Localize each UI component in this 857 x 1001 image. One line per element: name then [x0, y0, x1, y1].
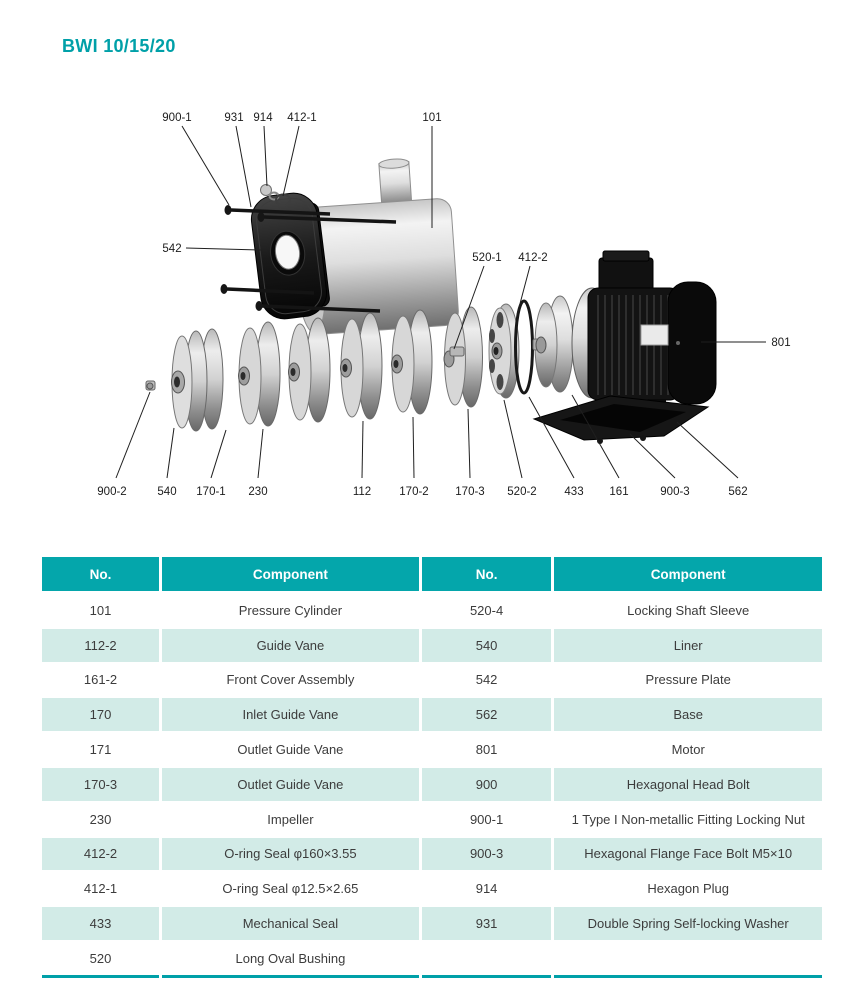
component-cell: Hexagonal Head Bolt	[553, 767, 822, 802]
table-row	[42, 593, 822, 628]
callout-label-161: 161	[609, 486, 629, 498]
column-header: No.	[42, 557, 161, 593]
part-no-cell: 900-1	[420, 802, 553, 837]
callout-label-540: 540	[157, 486, 177, 498]
callout-line-170-1	[211, 430, 226, 478]
part-no-cell: 170	[42, 697, 161, 732]
callout-label-412-2: 412-2	[518, 252, 548, 264]
callout-label-170-1: 170-1	[196, 486, 226, 498]
callout-line-542	[186, 248, 262, 250]
callout-line-914	[264, 126, 267, 186]
part-no-cell: 412-1	[42, 871, 161, 906]
callout-line-931	[236, 126, 251, 207]
callout-label-112: 112	[352, 486, 372, 498]
callout-label-914: 914	[253, 112, 273, 124]
component-cell: Long Oval Bushing	[161, 941, 421, 976]
part-no-cell: 101	[42, 593, 161, 628]
callout-label-542: 542	[162, 243, 182, 255]
part-no-cell: 562	[420, 697, 553, 732]
callout-line-540	[167, 428, 174, 478]
part-no-cell: 540	[420, 628, 553, 663]
part-no-cell: 914	[420, 871, 553, 906]
component-cell: O-ring Seal φ12.5×2.65	[161, 871, 421, 906]
component-cell: Outlet Guide Vane	[161, 767, 421, 802]
column-header: Component	[553, 557, 822, 593]
component-cell: Mechanical Seal	[161, 906, 421, 941]
component-cell: Pressure Cylinder	[161, 593, 421, 628]
part-no-cell	[420, 941, 553, 976]
part-no-cell: 520	[42, 941, 161, 976]
component-cell: Locking Shaft Sleeve	[553, 593, 822, 628]
callout-label-520-1: 520-1	[472, 252, 502, 264]
part-no-cell: 900	[420, 767, 553, 802]
callout-label-562: 562	[728, 486, 748, 498]
component-cell: Base	[553, 697, 822, 732]
callout-line-900-3	[630, 434, 675, 478]
part-no-cell: 931	[420, 906, 553, 941]
table-row	[42, 767, 822, 802]
component-cell: 1 Type I Non-metallic Fitting Locking Nut	[553, 802, 822, 837]
table-row	[42, 697, 822, 732]
callout-line-112	[362, 421, 363, 478]
callout-label-433: 433	[564, 486, 584, 498]
component-cell: Guide Vane	[161, 628, 421, 663]
motor-drawing	[572, 251, 716, 406]
component-cell: Motor	[553, 732, 822, 767]
part-no-cell: 433	[42, 906, 161, 941]
callout-line-170-2	[413, 417, 414, 478]
table-row	[42, 941, 822, 976]
callout-label-230: 230	[248, 486, 268, 498]
table-row	[42, 906, 822, 941]
component-cell: Hexagonal Flange Face Bolt M5×10	[553, 837, 822, 872]
components-table-header-row	[42, 557, 822, 593]
part-no-cell: 801	[420, 732, 553, 767]
column-header: Component	[161, 557, 421, 593]
part-no-cell: 520-4	[420, 593, 553, 628]
part-no-cell: 112-2	[42, 628, 161, 663]
column-header: No.	[420, 557, 553, 593]
callout-label-801: 801	[771, 337, 791, 349]
component-cell: Outlet Guide Vane	[161, 732, 421, 767]
callout-label-900-2: 900-2	[97, 486, 127, 498]
component-cell: Impeller	[161, 802, 421, 837]
part-no-cell: 230	[42, 802, 161, 837]
component-cell: Front Cover Assembly	[161, 663, 421, 698]
table-row	[42, 871, 822, 906]
table-row	[42, 628, 822, 663]
component-cell: Inlet Guide Vane	[161, 697, 421, 732]
callout-label-931: 931	[224, 112, 244, 124]
callout-line-230	[258, 429, 263, 478]
callout-label-101: 101	[422, 112, 442, 124]
callout-label-412-1: 412-1	[287, 112, 317, 124]
component-cell: Hexagon Plug	[553, 871, 822, 906]
callout-line-900-1	[182, 126, 229, 205]
table-row	[42, 663, 822, 698]
callout-label-900-3: 900-3	[660, 486, 690, 498]
callout-label-900-1: 900-1	[162, 112, 192, 124]
component-cell	[553, 941, 822, 976]
component-cell: Double Spring Self-locking Washer	[553, 906, 822, 941]
part-no-cell: 161-2	[42, 663, 161, 698]
components-table-body	[42, 593, 822, 977]
callout-line-562	[677, 422, 738, 478]
table-row	[42, 732, 822, 767]
part-no-cell: 542	[420, 663, 553, 698]
callout-label-170-3: 170-3	[455, 486, 485, 498]
callout-label-170-2: 170-2	[399, 486, 429, 498]
part-no-cell: 412-2	[42, 837, 161, 872]
component-cell: O-ring Seal φ160×3.55	[161, 837, 421, 872]
component-cell: Liner	[553, 628, 822, 663]
component-cell: Pressure Plate	[553, 663, 822, 698]
part-no-cell: 170-3	[42, 767, 161, 802]
page-title: BWI 10/15/20	[62, 36, 176, 56]
callout-line-170-3	[468, 409, 470, 478]
components-table	[42, 557, 822, 978]
callout-line-412-1	[283, 126, 299, 196]
callout-line-900-2	[116, 392, 150, 478]
part-no-cell: 900-3	[420, 837, 553, 872]
part-no-cell: 171	[42, 732, 161, 767]
table-row	[42, 802, 822, 837]
table-row	[42, 837, 822, 872]
callout-label-520-2: 520-2	[507, 486, 537, 498]
callout-line-520-2	[504, 400, 522, 478]
